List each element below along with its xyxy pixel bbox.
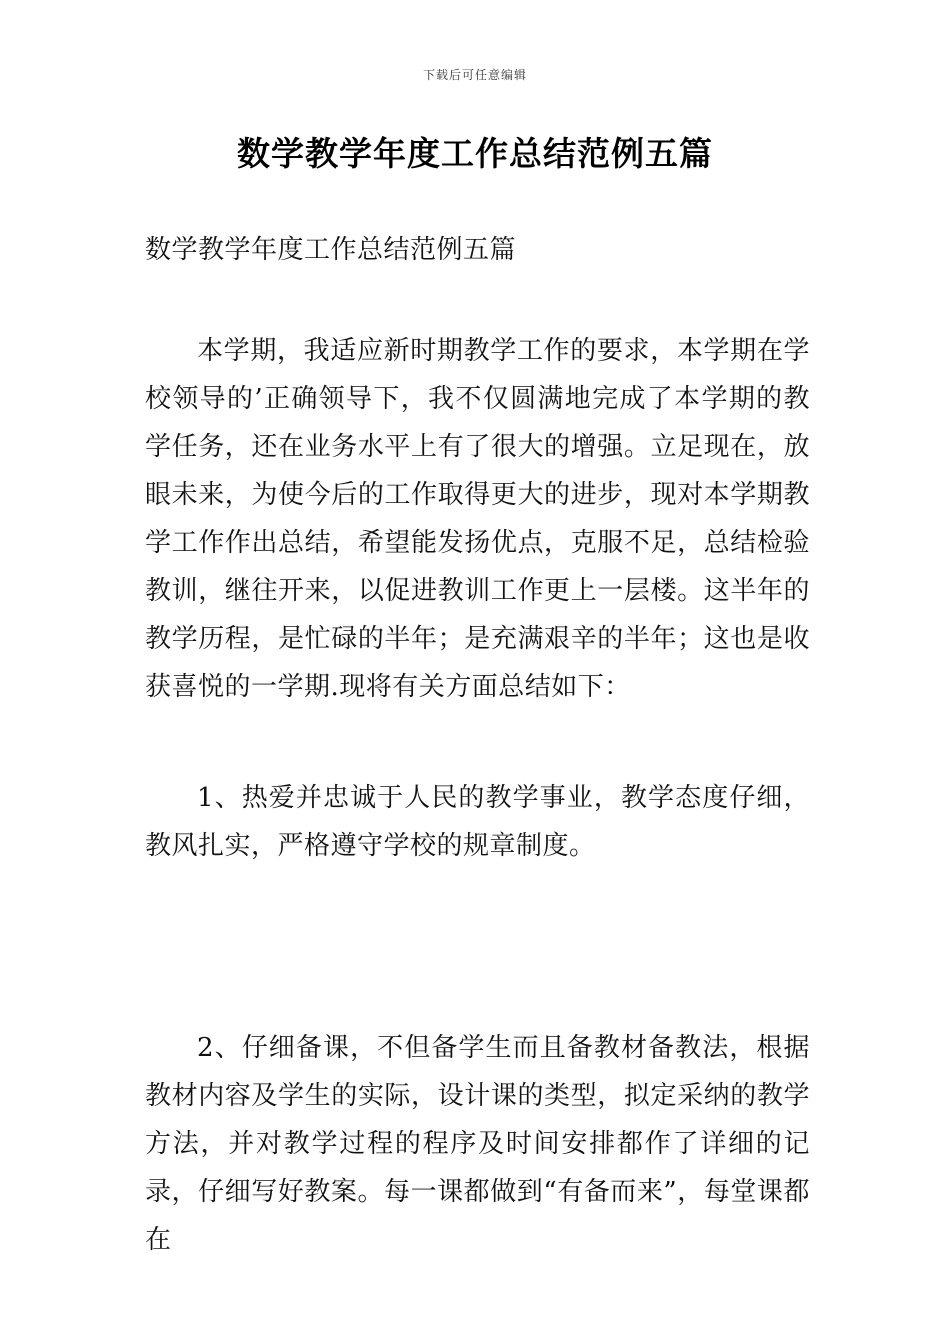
header-note: 下载后可任意编辑: [422, 68, 527, 82]
paragraph-item-1: 1、热爱并忠诚于人民的教学事业，教学态度仔细，教风扎实，严格遵守学校的规章制度。: [145, 783, 810, 861]
paragraph-item-2: 2、仔细备课，不但备学生而且备教材备教法，根据教材内容及学生的实际，设计课的类型，拟定采纳的教学方法，并对教学过程的程序及时间安排都作了详细的记录，仔细写好教案。每一课都做到“有备而来”，每堂课都在: [145, 1033, 810, 1255]
document-title: 数学教学年度工作总结范例五篇: [237, 134, 713, 173]
paragraph-intro: 本学期，我适应新时期教学工作的要求，本学期在学校领导的’正确领导下，我不仅圆满地完成了本学期的教学任务，还在业务水平上有了很大的增强。立足现在，放眼未来，为使今后的工作取得更大的进步，现对本学期教学工作作出总结，希望能发扬优点，克服不足，总结检验教训，继往开来，以促进教训工作更上一层楼。这半年的教学历程，是忙碌的半年；是充满艰辛的半年；这也是收获喜悦的一学期.现将有关方面总结如下：: [145, 336, 810, 702]
document-subtitle: 数学教学年度工作总结范例五篇: [145, 235, 517, 265]
